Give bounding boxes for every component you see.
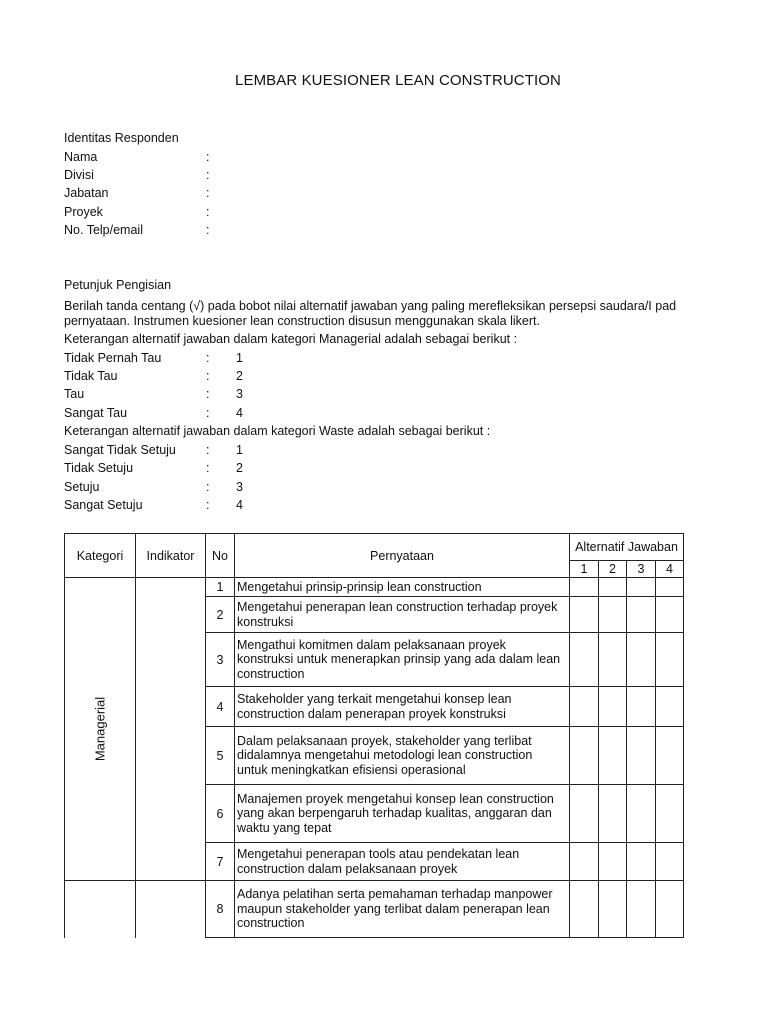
header-scale-2: 2 bbox=[599, 561, 627, 578]
answer-cell-3[interactable] bbox=[627, 881, 656, 938]
scale-value: 2 bbox=[236, 369, 243, 383]
scale-value: 3 bbox=[236, 480, 243, 494]
answer-cell-1[interactable] bbox=[570, 727, 599, 785]
answer-cell-2[interactable] bbox=[599, 785, 627, 843]
scale-colon: : bbox=[206, 443, 210, 457]
answer-cell-4[interactable] bbox=[656, 633, 684, 687]
header-pernyataan: Pernyataan bbox=[235, 534, 570, 578]
statement-line: waktu yang tepat bbox=[237, 820, 332, 835]
scale-label: Sangat Tidak Setuju bbox=[64, 443, 176, 457]
field-label: Divisi bbox=[64, 168, 94, 182]
questionnaire-table bbox=[64, 533, 684, 938]
field-label: Nama bbox=[64, 150, 98, 164]
answer-cell-2[interactable] bbox=[599, 843, 627, 881]
instruction-line-2: pernyataan. Instrumen kuesioner lean construction disusun menggunakan skala likert. bbox=[64, 314, 540, 328]
field-label: Proyek bbox=[64, 205, 103, 219]
statement-line: construction bbox=[237, 916, 305, 931]
row-number: 4 bbox=[206, 687, 235, 727]
answer-cell-2[interactable] bbox=[599, 881, 627, 938]
scale-label: Sangat Setuju bbox=[64, 498, 143, 512]
scale-colon: : bbox=[206, 351, 210, 365]
answer-cell-1[interactable] bbox=[570, 578, 599, 597]
field-colon: : bbox=[206, 223, 210, 237]
managerial-intro: Keterangan alternatif jawaban dalam kategori Managerial adalah sebagai berikut : bbox=[64, 332, 518, 346]
row-number: 6 bbox=[206, 785, 235, 843]
category-cell bbox=[65, 881, 136, 938]
statement-line: Manajemen proyek mengetahui konsep lean construction bbox=[237, 791, 554, 806]
row-number: 7 bbox=[206, 843, 235, 881]
answer-cell-4[interactable] bbox=[656, 597, 684, 633]
statement-line: construction dalam penerapan proyek konstruksi bbox=[237, 706, 506, 721]
scale-colon: : bbox=[206, 480, 210, 494]
header-scale-1: 1 bbox=[570, 561, 599, 578]
answer-cell-3[interactable] bbox=[627, 843, 656, 881]
answer-cell-3[interactable] bbox=[627, 727, 656, 785]
answer-cell-4[interactable] bbox=[656, 785, 684, 843]
statement-cell bbox=[235, 597, 570, 633]
waste-intro: Keterangan alternatif jawaban dalam kategori Waste adalah sebagai berikut : bbox=[64, 424, 491, 438]
category-label: Managerial bbox=[92, 696, 108, 762]
statement-line: construction bbox=[237, 666, 305, 681]
table-row bbox=[65, 881, 684, 938]
answer-cell-3[interactable] bbox=[627, 633, 656, 687]
statement-line: yang akan berpengaruh terhadap kualitas, anggaran dan bbox=[237, 806, 552, 821]
answer-cell-1[interactable] bbox=[570, 633, 599, 687]
header-indikator: Indikator bbox=[136, 534, 206, 578]
statement-line: Mengetahui prinsip-prinsip lean construction bbox=[237, 579, 482, 594]
scale-value: 3 bbox=[236, 387, 243, 401]
answer-cell-1[interactable] bbox=[570, 785, 599, 843]
answer-cell-3[interactable] bbox=[627, 597, 656, 633]
field-label: Jabatan bbox=[64, 186, 109, 200]
answer-cell-4[interactable] bbox=[656, 727, 684, 785]
scale-label: Tidak Tau bbox=[64, 369, 118, 383]
table-row bbox=[65, 578, 684, 597]
statement-line: Mengathui komitmen dalam pelaksanaan proyek bbox=[237, 637, 506, 652]
row-number: 8 bbox=[206, 881, 235, 938]
header-scale-3: 3 bbox=[627, 561, 656, 578]
scale-label: Sangat Tau bbox=[64, 406, 128, 420]
field-colon: : bbox=[206, 150, 210, 164]
scale-label: Tidak Pernah Tau bbox=[64, 351, 162, 365]
field-colon: : bbox=[206, 186, 210, 200]
answer-cell-1[interactable] bbox=[570, 843, 599, 881]
indicator-cell bbox=[136, 578, 206, 881]
statement-line: Adanya pelatihan serta pemahaman terhadap manpower bbox=[237, 887, 553, 902]
identitas-heading: Identitas Responden bbox=[64, 131, 179, 145]
scale-value: 1 bbox=[236, 443, 243, 457]
field-colon: : bbox=[206, 168, 210, 182]
scale-label: Setuju bbox=[64, 480, 100, 494]
category-cell bbox=[65, 578, 136, 881]
field-colon: : bbox=[206, 205, 210, 219]
statement-cell bbox=[235, 578, 570, 597]
scale-colon: : bbox=[206, 498, 210, 512]
scale-value: 1 bbox=[236, 351, 243, 365]
row-number: 3 bbox=[206, 633, 235, 687]
scale-label: Tidak Setuju bbox=[64, 461, 134, 475]
statement-line: maupun stakeholder yang terlibat dalam penerapan lean bbox=[237, 901, 550, 916]
scale-colon: : bbox=[206, 387, 210, 401]
scale-colon: : bbox=[206, 369, 210, 383]
answer-cell-1[interactable] bbox=[570, 597, 599, 633]
answer-cell-4[interactable] bbox=[656, 578, 684, 597]
answer-cell-3[interactable] bbox=[627, 578, 656, 597]
answer-cell-4[interactable] bbox=[656, 843, 684, 881]
statement-line: Stakeholder yang terkait mengetahui konsep lean bbox=[237, 692, 512, 706]
document-title: LEMBAR KUESIONER LEAN CONSTRUCTION bbox=[235, 72, 561, 89]
field-label: No. Telp/email bbox=[64, 223, 143, 237]
statement-line: konstruksi untuk menerapkan prinsip yang ada dalam lean bbox=[237, 652, 561, 667]
answer-cell-2[interactable] bbox=[599, 727, 627, 785]
statement-line: didalamnya mengetahui metodologi lean construction bbox=[237, 748, 533, 763]
header-scale-4: 4 bbox=[656, 561, 684, 578]
statement-line: untuk meningkatkan efisiensi operasional bbox=[237, 762, 466, 777]
row-number: 1 bbox=[206, 578, 235, 597]
scale-value: 2 bbox=[236, 461, 243, 475]
statement-cell bbox=[235, 633, 570, 687]
statement-line: Mengetahui penerapan tools atau pendekatan lean bbox=[237, 847, 520, 861]
answer-cell-2[interactable] bbox=[599, 578, 627, 597]
row-number: 5 bbox=[206, 727, 235, 785]
answer-cell-3[interactable] bbox=[627, 687, 656, 727]
scale-value: 4 bbox=[236, 406, 243, 420]
scale-label: Tau bbox=[64, 387, 85, 401]
instruction-line-1: Berilah tanda centang (√) pada bobot nilai alternatif jawaban yang paling merefleksikan persepsi saudara/I pad bbox=[64, 299, 677, 313]
answer-cell-4[interactable] bbox=[656, 687, 684, 727]
statement-cell bbox=[235, 843, 570, 881]
scale-colon: : bbox=[206, 461, 210, 475]
statement-line: Dalam pelaksanaan proyek, stakeholder yang terlibat bbox=[237, 733, 532, 748]
answer-cell-2[interactable] bbox=[599, 687, 627, 727]
scale-value: 4 bbox=[236, 498, 243, 512]
header-no: No bbox=[206, 534, 235, 578]
statement-cell bbox=[235, 727, 570, 785]
row-number: 2 bbox=[206, 597, 235, 633]
scale-colon: : bbox=[206, 406, 210, 420]
answer-cell-1[interactable] bbox=[570, 881, 599, 938]
answer-cell-2[interactable] bbox=[599, 633, 627, 687]
statement-cell bbox=[235, 881, 570, 938]
statement-line: konstruksi bbox=[237, 614, 294, 629]
petunjuk-heading: Petunjuk Pengisian bbox=[64, 278, 172, 292]
statement-cell bbox=[235, 687, 570, 727]
statement-line: Mengetahui penerapan lean construction terhadap proyek bbox=[237, 600, 558, 614]
statement-cell bbox=[235, 785, 570, 843]
header-kategori: Kategori bbox=[65, 534, 136, 578]
answer-cell-1[interactable] bbox=[570, 687, 599, 727]
indicator-cell bbox=[136, 881, 206, 938]
answer-cell-3[interactable] bbox=[627, 785, 656, 843]
answer-cell-2[interactable] bbox=[599, 597, 627, 633]
header-alternatif-jawaban: Alternatif Jawaban bbox=[570, 534, 684, 561]
answer-cell-4[interactable] bbox=[656, 881, 684, 938]
statement-line: construction dalam pelaksanaan proyek bbox=[237, 861, 458, 876]
